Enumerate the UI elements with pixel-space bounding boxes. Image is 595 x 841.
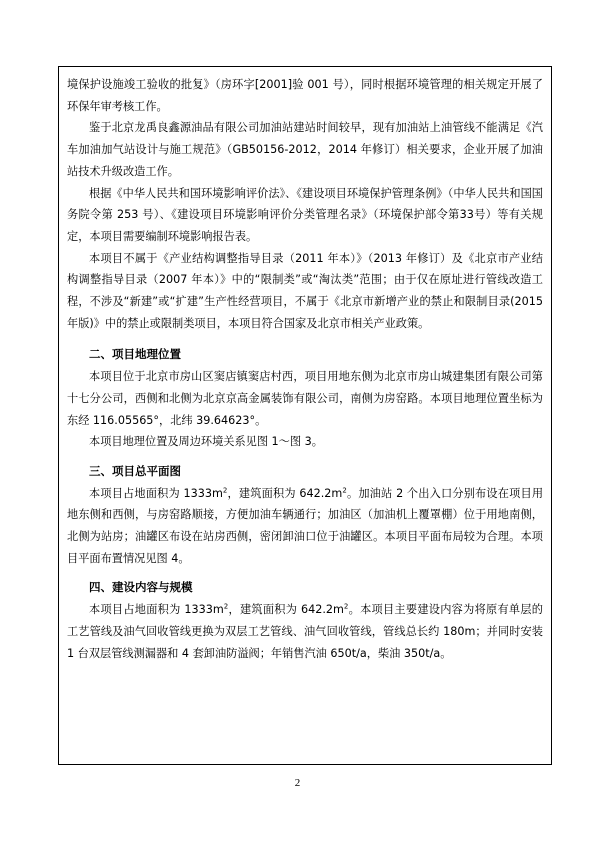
superscript-2: 2 xyxy=(222,485,228,494)
paragraph-scope: 本项目占地面积为 $1333m^2$，建筑面积为 $642.2m^2$。本项目主要建设内容为将原有单层的工艺管线及油气回收管线更换为双层工艺管线、油气回收管线，管线总长约 180m；并同时安装 1 台双层管线测漏器和 4 套卸油防溢阀；年销售汽油 650t/a，柴油 350t/a。 xyxy=(67,602,543,660)
section-heading-site-plan: 三、项目总平面图 xyxy=(89,463,181,478)
paragraph-site-plan: 本项目占地面积为 $1333m^2$，建筑面积为 $642.2m^2$。加油站 2 个出入口分别布设在项目用地东侧和西侧，与房窑路顺接，方便加油车辆通行；加油区（加油机上覆罩棚）位于用地南侧，北侧为站房；油罐区布设在站房西侧，密闭卸油口位于油罐区。本项目平面布局较为合理。本项目平面布置情况见图 4。 xyxy=(67,485,544,565)
paragraph-legal-basis: 根据《中华人民共和国环境影响评价法》、《建设项目环境保护管理条例》（中华人民共和国国务院令第 253 号）、《建设项目环境影响评价分类管理名录》（环境保护部令第33号）等有关规定，本项目需要编制环境影响报告表。 xyxy=(67,186,543,243)
paragraph-approval-continuation: 境保护设施竣工验收的批复》（房环字[2001]验 001 号），同时根据环境管理的相关规定开展了环保年审考核工作。 xyxy=(67,78,543,113)
paragraph-upgrade-background: 鉴于北京龙禹良鑫源油品有限公司加油站建站时间较早，现有加油站上油管线不能满足《汽车加油加气站设计与施工规范》（GB50156-2012，2014 年修订）相关要求，企业开展了加油站技术升级改造工作。 xyxy=(67,121,543,178)
superscript-2: 2 xyxy=(342,485,347,494)
content-frame xyxy=(58,66,552,765)
superscript-2: 2 xyxy=(223,602,229,611)
superscript-2: 2 xyxy=(343,602,349,611)
paragraph-location: 本项目位于北京市房山区窦店镇窦店村西，项目用地东侧为北京市房山城建集团有限公司第十七分公司，西侧和北侧为北京京高金属装饰有限公司，南侧为房窑路。本项目地理位置坐标为东经 116.05565°，北纬 39.64623°。 xyxy=(67,370,543,427)
section-heading-location: 二、项目地理位置 xyxy=(89,347,181,362)
section-heading-scope: 四、建设内容与规模 xyxy=(89,580,193,595)
paragraph-location-figures: 本项目地理位置及周边环境关系见图 1～图 3。 xyxy=(89,435,323,449)
paragraph-industry-policy: 本项目不属于《产业结构调整指导目录（2011 年本）》（2013 年修订）及《北京市产业结构调整指导目录（2007 年本）》中的“限制类”或“淘汰类”范围；由于仅在原址进行管线改造工程，不涉及“新建”或“扩建”生产性经营项目，不属于《北京市新增产业的禁止和限制目录(2015 年版)》中的禁止或限制类项目，本项目符合国家及北京市相关产业政策。 xyxy=(67,251,543,330)
page-number: 2 xyxy=(294,777,301,789)
